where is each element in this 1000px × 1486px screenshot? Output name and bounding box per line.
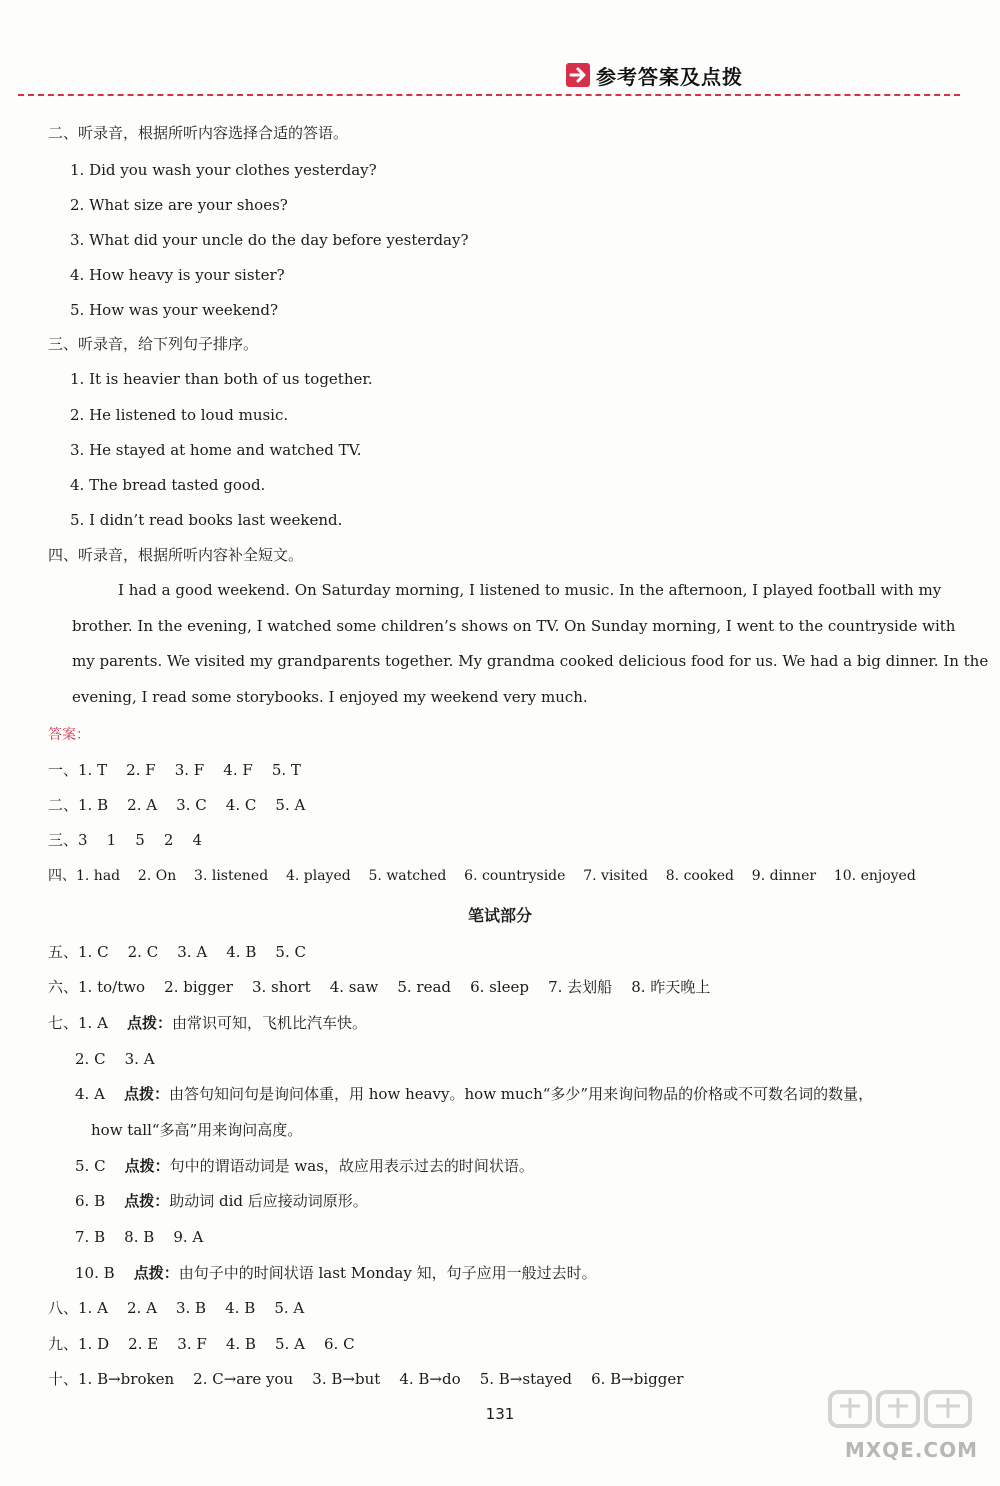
answer-line: 一、1. T 2. F 3. F 4. F 5. T [48,761,301,779]
answer-key: 4. A [75,1085,124,1103]
answer-line [75,1191,368,1211]
answer-line: 二、1. B 2. A 3. C 4. C 5. A [48,796,306,814]
tip-text: 由句子中的时间状语 last Monday 知，句子应用一般过去时。 [178,1264,597,1282]
tip-text: 由答句知问句是询问体重，用 how heavy。how much“多少”用来询问物品的价格或不可数名词的数量， [169,1085,874,1103]
paragraph-line: my parents. We visited my grandparents together. My grandma cooked delicious food for us. We had a big dinner. In the [72,652,989,670]
answer-line [75,1263,597,1283]
list-item: 2. What size are your shoes? [70,196,288,214]
list-item: 2. He listened to loud music. [70,406,289,424]
list-item: 5. How was your weekend? [70,301,279,319]
list-item: 3. What did your uncle do the day before yesterday? [70,231,469,249]
tip-text-continued: how tall“多高”用来询问高度。 [91,1121,303,1139]
answer-line: 六、1. to/two 2. bigger 3. short 4. saw 5. read 6. sleep 7. 去划船 8. 昨天晚上 [48,978,711,996]
running-header [566,60,743,90]
tip-text: 助动词 did 后应接动词原形。 [169,1192,368,1210]
answer-line: 7. B 8. B 9. A [75,1228,204,1246]
answers-label: 答案： [48,727,90,743]
tip-text: 句中的谓语动词是 was，故应用表示过去的时间状语。 [169,1157,534,1175]
answer-line: 五、1. C 2. C 3. A 4. B 5. C [48,943,306,961]
header-divider [18,94,960,96]
section-4-heading: 四、听录音，根据所听内容补全短文。 [48,546,304,564]
tip-label: 点拨： [127,1014,173,1032]
tip-label: 点拨： [124,1157,170,1175]
list-item: 4. The bread tasted good. [70,476,266,494]
list-item: 1. Did you wash your clothes yesterday? [70,161,377,179]
paragraph-line: brother. In the evening, I watched some children’s shows on TV. On Sunday morning, I went to the countryside with [72,617,956,635]
watermark-text: MXQE.COM [844,1438,978,1462]
paragraph-line: evening, I read some storybooks. I enjoyed my weekend very much. [72,688,588,706]
tip-label: 点拨： [124,1192,170,1210]
section-2-heading: 二、听录音，根据所听内容选择合适的答语。 [48,124,349,142]
answer-line [75,1084,873,1104]
section-3-heading: 三、听录音，给下列句子排序。 [48,335,259,353]
tip-label: 点拨： [133,1264,179,1282]
answer-key: 七、1. A [48,1014,127,1032]
answer-key: 10. B [75,1264,134,1282]
answer-line: 2. C 3. A [75,1050,155,1068]
answer-key: 6. B [75,1192,125,1210]
tip-label: 点拨： [123,1085,169,1103]
answer-line: 八、1. A 2. A 3. B 4. B 5. A [48,1299,305,1317]
answer-line: 四、1. had 2. On 3. listened 4. played 5. watched 6. countryside 7. visited 8. cooked 9. dinner 10. enjoyed [48,868,916,884]
answer-line [48,1013,367,1033]
tip-text: 由常识可知，飞机比汽车快。 [172,1014,368,1032]
arrow-right-icon [566,63,590,87]
answer-line: 九、1. D 2. E 3. F 4. B 5. A 6. C [48,1335,355,1353]
answer-line: 三、3 1 5 2 4 [48,831,203,849]
answer-line [75,1156,534,1176]
header-title: 参考答案及点拨 [596,64,743,89]
list-item: 5. I didn’t read books last weekend. [70,511,343,529]
section-heading: 笔试部分 [467,906,532,925]
paragraph-line: I had a good weekend. On Saturday morning, I listened to music. In the afternoon, I played football with my [118,581,942,599]
answer-line: 十、1. B→broken 2. C→are you 3. B→but 4. B→do 5. B→stayed 6. B→bigger [48,1370,684,1388]
answer-key: 5. C [75,1157,125,1175]
list-item: 3. He stayed at home and watched TV. [70,441,362,459]
list-item: 1. It is heavier than both of us together. [70,370,373,388]
page-number: 131 [485,1405,515,1423]
list-item: 4. How heavy is your sister? [70,266,285,284]
